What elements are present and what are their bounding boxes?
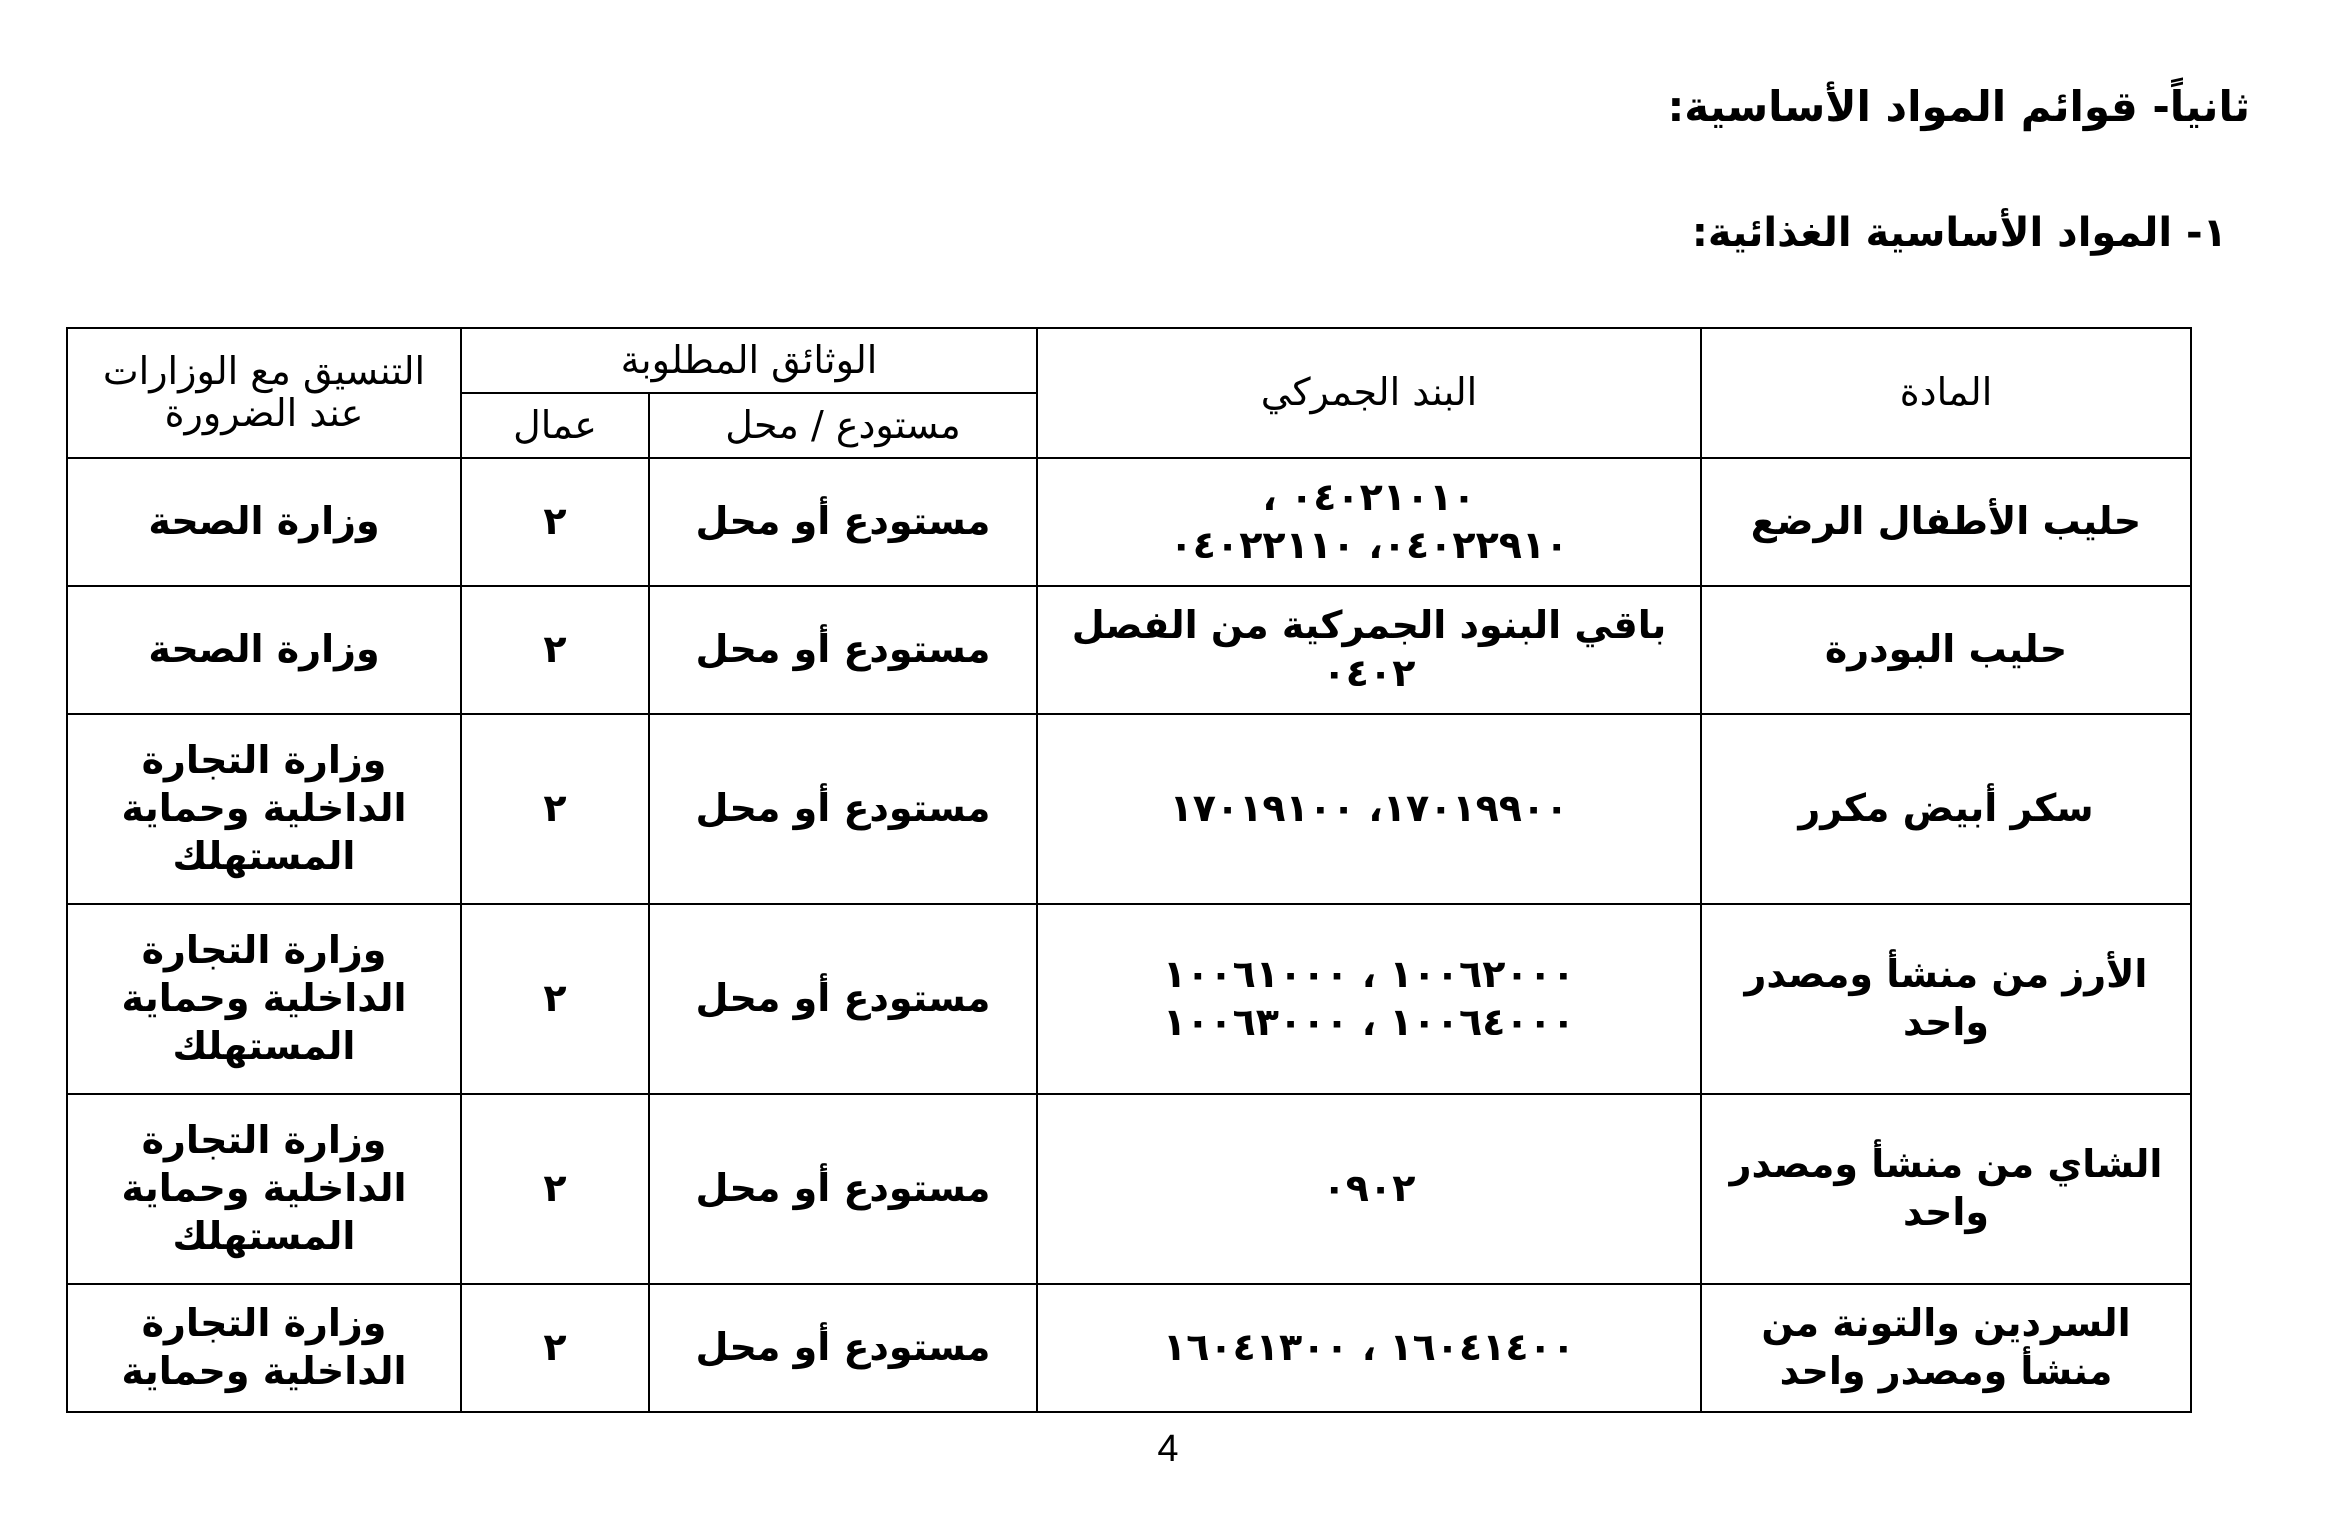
cell-workers: ٢: [461, 1284, 649, 1412]
cell-customs-item: [1037, 1284, 1701, 1412]
cell-customs-item-line: ١٧٠١٩٩٠٠، ١٧٠١٩١٠٠: [1169, 786, 1569, 831]
cell-coordination-line: الداخلية وحماية: [121, 1349, 407, 1393]
cell-coordination-line: الداخلية وحماية: [121, 976, 407, 1021]
cell-workers: ٢: [461, 1094, 649, 1284]
cell-coordination: [67, 1094, 461, 1284]
cell-customs-item-line: ٠٤٠٢: [1322, 651, 1416, 695]
cell-customs-item-line: باقي البنود الجمركية من الفصل: [1071, 603, 1667, 648]
cell-coordination: [67, 586, 461, 714]
cell-warehouse-or-shop: مستودع أو محل: [649, 904, 1037, 1094]
cell-customs-item: [1037, 904, 1701, 1094]
cell-material-line: واحد: [1903, 1190, 1989, 1234]
table-row: [67, 586, 2191, 714]
cell-warehouse-or-shop: مستودع أو محل: [649, 1094, 1037, 1284]
cell-workers: ٢: [461, 714, 649, 904]
cell-material: [1701, 904, 2191, 1094]
cell-coordination-line: وزارة الصحة: [148, 499, 380, 544]
cell-material-line: الأرز من منشأ ومصدر: [1744, 952, 2148, 997]
table-row: [67, 1094, 2191, 1284]
cell-material: [1701, 586, 2191, 714]
cell-workers: ٢: [461, 458, 649, 586]
cell-material: [1701, 1094, 2191, 1284]
header-warehouse-or-shop: مستودع / محل: [649, 393, 1037, 458]
cell-coordination-line: وزارة التجارة: [141, 1301, 387, 1346]
cell-material-line: واحد: [1903, 1000, 1989, 1044]
cell-coordination-line: المستهلك: [172, 833, 356, 878]
cell-coordination-line: وزارة التجارة: [141, 928, 387, 973]
cell-material-line: منشأ ومصدر واحد: [1779, 1349, 2113, 1393]
header-coordination-line2: عند الضرورة: [164, 391, 364, 435]
cell-material-line: السردين والتونة من: [1761, 1301, 2131, 1346]
table-row: [67, 458, 2191, 586]
header-coordination: [67, 328, 461, 458]
cell-customs-item-line: ٠٤٠٢٢٩١٠، ٠٤٠٢٢١١٠: [1169, 523, 1569, 567]
cell-coordination-line: المستهلك: [172, 1023, 356, 1068]
subsection-title: ١- المواد الأساسية الغذائية:: [1691, 210, 2227, 256]
header-workers: عمال: [461, 393, 649, 458]
table-body: [67, 458, 2191, 1412]
basic-materials-table: [66, 327, 2192, 1413]
cell-coordination-line: وزارة التجارة: [141, 738, 387, 783]
cell-material: [1701, 458, 2191, 586]
table-row: [67, 904, 2191, 1094]
cell-customs-item-line: ١٠٠٦٤٠٠٠ ، ١٠٠٦٣٠٠٠: [1163, 1000, 1575, 1044]
cell-workers: ٢: [461, 586, 649, 714]
cell-warehouse-or-shop: مستودع أو محل: [649, 586, 1037, 714]
cell-customs-item-line: ١٠٠٦٢٠٠٠ ، ١٠٠٦١٠٠٠: [1163, 952, 1575, 997]
cell-customs-item: [1037, 1094, 1701, 1284]
cell-material: [1701, 714, 2191, 904]
header-coordination-line1: التنسيق مع الوزارات: [102, 349, 426, 394]
cell-warehouse-or-shop: مستودع أو محل: [649, 1284, 1037, 1412]
cell-coordination: [67, 458, 461, 586]
section-title: ثانياً- قوائم المواد الأساسية:: [1667, 82, 2250, 131]
cell-coordination-line: المستهلك: [172, 1213, 356, 1258]
cell-customs-item-line: ١٦٠٤١٤٠٠ ، ١٦٠٤١٣٠٠: [1163, 1325, 1575, 1370]
cell-customs-item: [1037, 458, 1701, 586]
cell-material-line: سكر أبيض مكرر: [1798, 786, 2094, 831]
cell-material-line: حليب الأطفال الرضع: [1750, 499, 2142, 544]
cell-warehouse-or-shop: مستودع أو محل: [649, 458, 1037, 586]
cell-coordination-line: الداخلية وحماية: [121, 1166, 407, 1211]
cell-customs-item: [1037, 586, 1701, 714]
cell-workers: ٢: [461, 904, 649, 1094]
cell-coordination: [67, 904, 461, 1094]
cell-warehouse-or-shop: مستودع أو محل: [649, 714, 1037, 904]
header-customs-item: البند الجمركي: [1037, 328, 1701, 458]
cell-coordination-line: الداخلية وحماية: [121, 786, 407, 831]
cell-coordination-line: وزارة التجارة: [141, 1118, 387, 1163]
cell-coordination-line: وزارة الصحة: [148, 627, 380, 672]
cell-material-line: الشاي من منشأ ومصدر: [1729, 1142, 2163, 1187]
table-row: [67, 714, 2191, 904]
cell-material-line: حليب البودرة: [1824, 627, 2068, 672]
cell-customs-item-line: ٠٤٠٢١٠١٠ ،: [1262, 475, 1476, 520]
cell-customs-item-line: ٠٩٠٢: [1322, 1166, 1416, 1211]
table-row: [67, 1284, 2191, 1412]
page-number: 4: [1157, 1428, 1179, 1470]
cell-coordination: [67, 714, 461, 904]
header-material: المادة: [1701, 328, 2191, 458]
cell-coordination: [67, 1284, 461, 1412]
cell-customs-item: [1037, 714, 1701, 904]
header-required-docs: الوثائق المطلوبة: [461, 328, 1037, 393]
cell-material: [1701, 1284, 2191, 1412]
